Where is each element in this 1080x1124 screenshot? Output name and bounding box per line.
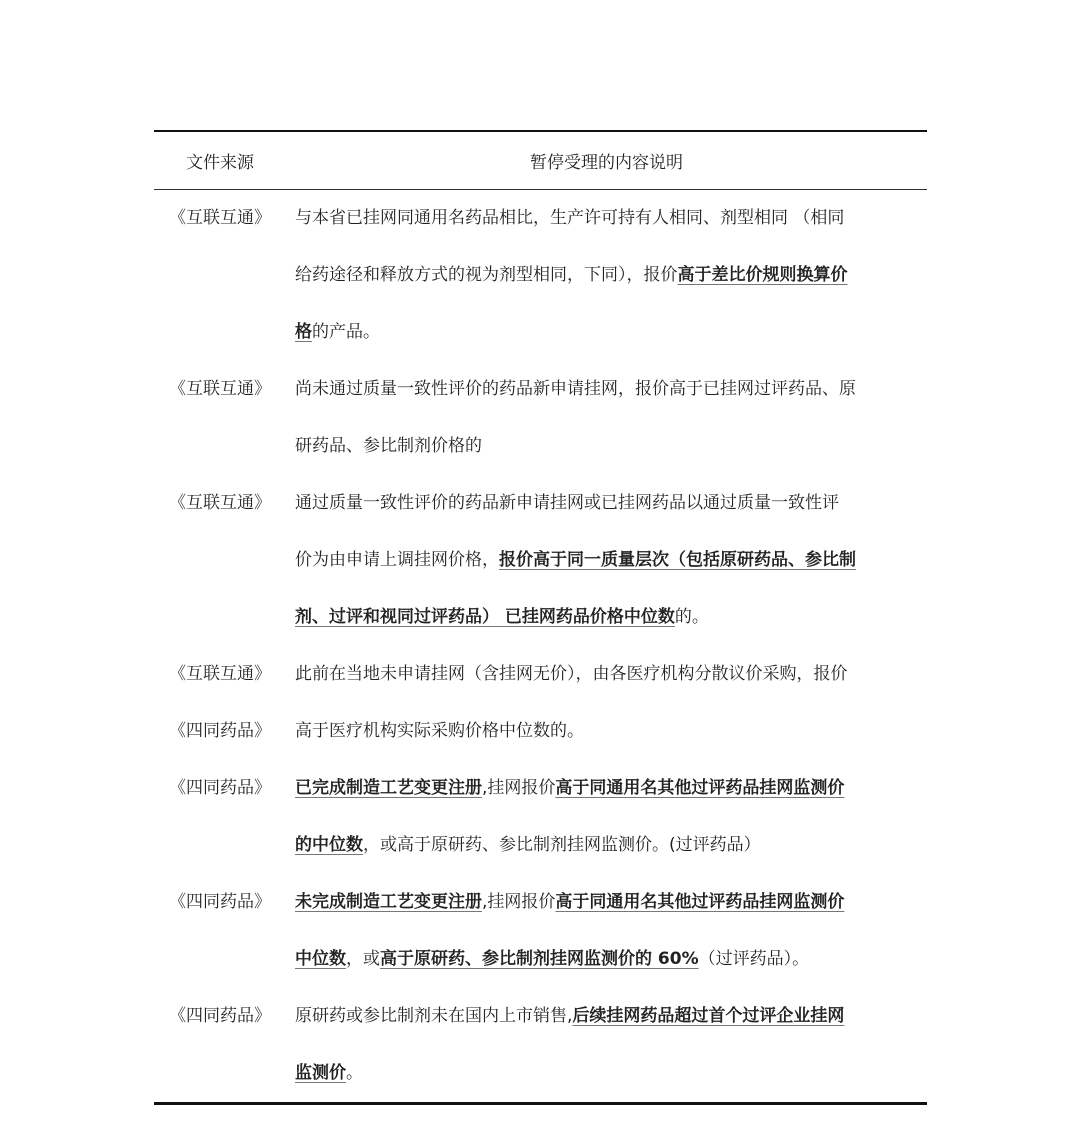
description-line [295,1045,927,1102]
table-row [154,760,927,874]
emphasized-text: 已完成制造工艺变更注册 [295,778,482,798]
table-header [154,132,927,189]
description-line [295,361,927,418]
text-segment: ,挂网报价 [482,892,556,912]
emphasized-text: 高于同通用名其他过评药品挂网监测价 [555,892,845,912]
description-cell [286,760,927,874]
description-line [295,988,927,1045]
source-cell: 《互联互通》 [169,208,271,228]
text-segment: 研药品、参比制剂价格的 [295,436,482,456]
table-row [154,874,927,988]
table-row [154,475,927,646]
emphasized-text: 格 [295,322,312,342]
description-line [295,418,927,475]
text-segment: ，或高于原研药、参比制剂挂网监测价。(过评药品） [363,835,761,855]
table-row [154,646,927,703]
emphasized-text: 后续挂网药品超过首个过评企业挂网 [572,1006,845,1026]
description-line [295,247,927,304]
source-cell: 《四同药品》 [169,778,271,798]
text-segment: 原研药或参比制剂未在国内上市销售, [295,1006,573,1026]
source-cell: 《互联互通》 [169,664,271,684]
description-line [295,646,927,703]
emphasized-text: 未完成制造工艺变更注册 [295,892,482,912]
description-line [295,589,927,646]
text-segment: 的产品。 [312,322,380,342]
table-bottom-rule [154,1102,927,1105]
description-cell [286,475,927,646]
description-cell [286,361,927,475]
source-cell: 《四同药品》 [169,1006,271,1026]
description-line [295,760,927,817]
table-row [154,361,927,475]
emphasized-text: 中位数 [295,949,346,969]
description-line [295,304,927,361]
text-segment: 价为由申请上调挂网价格， [295,550,499,570]
text-segment: 给药途径和释放方式的视为剂型相同，下同），报价 [295,265,678,285]
table-body [154,190,927,1102]
emphasized-text: 报价高于同一质量层次（包括原研药品、参比制 [499,550,856,570]
source-cell: 《互联互通》 [169,493,271,513]
emphasized-text: 高于原研药、参比制剂挂网监测价的 60% [380,949,699,969]
table-row [154,703,927,760]
text-segment: 高于医疗机构实际采购价格中位数的。 [295,721,584,741]
description-line [295,190,927,247]
emphasized-text: 高于差比价规则换算价 [677,265,848,285]
description-line [295,703,927,760]
table-row [154,190,927,361]
emphasized-text: 高于同通用名其他过评药品挂网监测价 [555,778,845,798]
emphasized-text: 剂、过评和视同过评药品） 已挂网药品价格中位数 [295,607,675,627]
text-segment: 尚未通过质量一致性评价的药品新申请挂网，报价高于已挂网过评药品、原 [295,379,856,399]
description-line [295,931,927,988]
description-cell [286,874,927,988]
source-cell: 《四同药品》 [169,721,271,741]
text-segment: 。 [346,1063,363,1083]
description-line [295,532,927,589]
source-cell: 《互联互通》 [169,379,271,399]
text-segment: ，或 [346,949,380,969]
text-segment: ,挂网报价 [482,778,556,798]
description-cell [286,190,927,361]
header-source: 文件来源 [186,153,254,173]
emphasized-text: 监测价 [295,1063,346,1083]
text-segment: （过评药品）。 [698,949,810,969]
source-cell: 《四同药品》 [169,892,271,912]
description-cell [286,703,927,760]
description-cell [286,988,927,1102]
description-line [295,874,927,931]
text-segment: 与本省已挂网同通用名药品相比，生产许可持有人相同、剂型相同 （相同 [295,208,845,228]
table-row [154,988,927,1102]
text-segment: 此前在当地未申请挂网（含挂网无价），由各医疗机构分散议价采购，报价 [295,664,848,684]
description-cell [286,646,927,703]
text-segment: 的。 [674,607,709,627]
description-line [295,817,927,874]
policy-table [154,130,927,1105]
emphasized-text: 的中位数 [295,835,363,855]
header-description: 暂停受理的内容说明 [530,153,683,173]
text-segment: 通过质量一致性评价的药品新申请挂网或已挂网药品以通过质量一致性评 [295,493,839,513]
description-line [295,475,927,532]
